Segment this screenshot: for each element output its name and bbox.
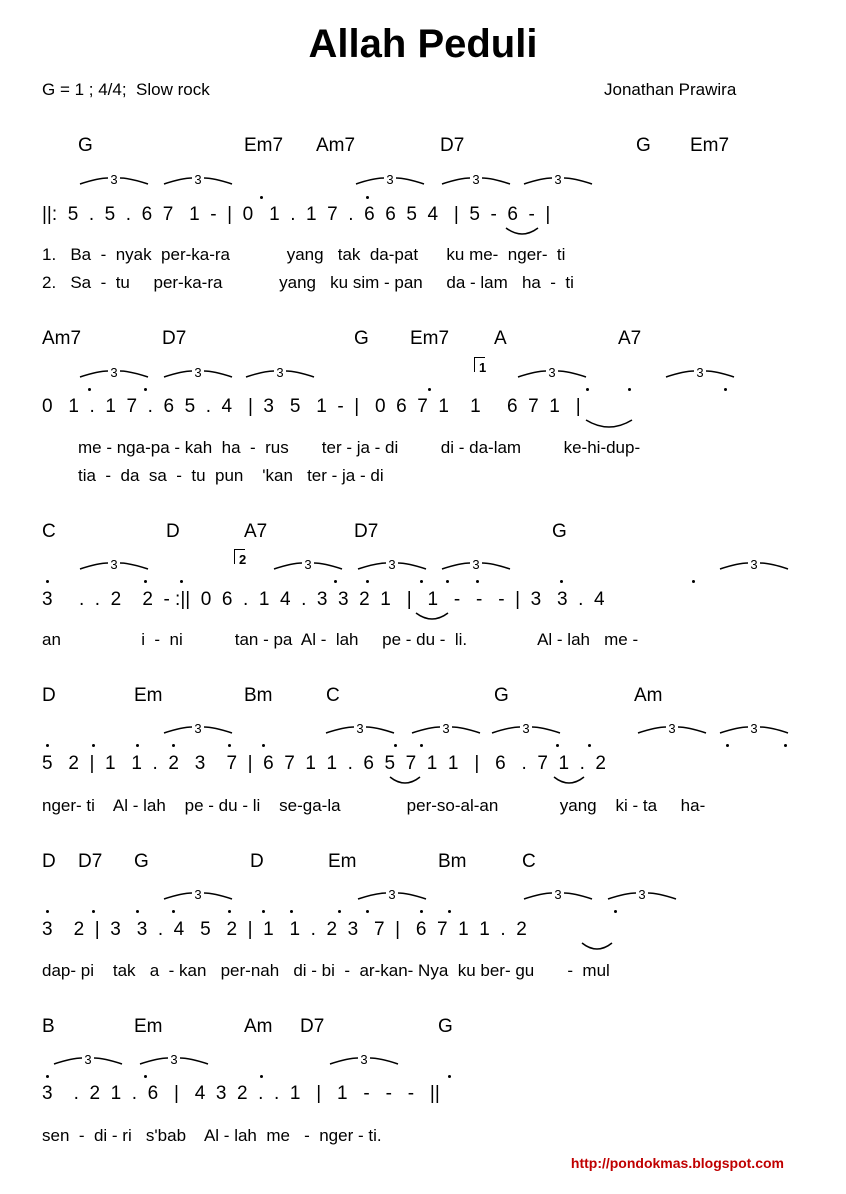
triplet-bracket	[356, 888, 428, 902]
triplet-label: 3	[750, 721, 758, 736]
lyrics: an i - ni tan - pa Al - lah pe - du - li. Al - lah me -	[42, 630, 639, 649]
tie-slur	[414, 611, 450, 623]
triplet-label: 3	[472, 557, 480, 572]
triplet-label: 3	[110, 557, 118, 572]
triplet-label: 3	[388, 557, 396, 572]
chord: B	[42, 1016, 55, 1037]
chord: Bm	[244, 685, 273, 706]
octave-dot	[46, 1075, 49, 1078]
octave-dot	[88, 388, 91, 391]
volta-number: 1	[479, 360, 487, 375]
triplet-bracket	[522, 888, 594, 902]
octave-dot	[334, 580, 337, 583]
triplet-label: 3	[668, 721, 676, 736]
triplet-bracket	[356, 558, 428, 572]
triplet-bracket	[522, 173, 594, 187]
octave-dot	[556, 744, 559, 747]
triplet-bracket	[490, 722, 562, 736]
triplet-label: 3	[472, 172, 480, 187]
tie-slur	[504, 226, 540, 238]
triplet-label: 3	[110, 365, 118, 380]
octave-dot	[228, 744, 231, 747]
octave-dot	[724, 388, 727, 391]
lyrics: nger- ti Al - lah pe - du - li se-ga-la per-so-al-an yang ki - ta ha-	[42, 796, 706, 815]
chord: Em	[134, 685, 163, 706]
tie-slur	[584, 418, 634, 430]
octave-dot	[476, 580, 479, 583]
triplet-label: 3	[386, 172, 394, 187]
octave-dot	[172, 910, 175, 913]
lyrics-verse-1: me - nga-pa - kah ha - rus ter - ja - di di - da-lam ke-hi-dup-	[78, 438, 641, 457]
chord: Am	[244, 1016, 273, 1037]
tie-slur	[388, 775, 422, 787]
octave-dot	[726, 744, 729, 747]
triplet-label: 3	[750, 557, 758, 572]
lyrics-verse-1: 1. Ba - nyak per-ka-ra yang tak da-pat ku me- nger- ti	[42, 245, 566, 264]
composer-name: Jonathan Prawira	[604, 80, 737, 99]
triplet-bracket	[354, 173, 426, 187]
octave-dot	[180, 580, 183, 583]
blog-url-link[interactable]: http://pondokmas.blogspot.com	[570, 1155, 784, 1171]
chord: Am	[634, 685, 663, 706]
chord: Em7	[244, 135, 284, 156]
triplet-bracket	[718, 722, 790, 736]
octave-dot	[290, 910, 293, 913]
chord: C	[326, 685, 340, 706]
chord: D	[166, 521, 180, 542]
octave-dot	[92, 910, 95, 913]
triplet-label: 3	[194, 172, 202, 187]
octave-dot	[588, 744, 591, 747]
chord: G	[438, 1016, 453, 1037]
octave-dot	[586, 388, 589, 391]
chord: D	[42, 851, 56, 872]
chord: Em7	[410, 328, 450, 349]
octave-dot	[228, 910, 231, 913]
triplet-bracket	[78, 558, 150, 572]
octave-dot	[628, 388, 631, 391]
chord: G	[354, 328, 369, 349]
octave-dot	[46, 580, 49, 583]
chord: D7	[440, 135, 465, 156]
triplet-bracket	[162, 366, 234, 380]
octave-dot	[46, 910, 49, 913]
chord: A7	[618, 328, 642, 349]
volta-number: 2	[239, 552, 247, 567]
lyrics: sen - di - ri s'bab Al - lah me - nger - ti.	[42, 1126, 382, 1145]
triplet-label: 3	[170, 1052, 178, 1067]
chord: D7	[78, 851, 103, 872]
chord: Em	[134, 1016, 163, 1037]
triplet-label: 3	[194, 721, 202, 736]
triplet-label: 3	[554, 887, 562, 902]
triplet-label: 3	[696, 365, 704, 380]
lyrics: dap- pi tak a - kan per-nah di - bi - ar-kan- Nya ku ber- gu - mul	[42, 961, 610, 980]
chord: G	[494, 685, 509, 706]
chord: Am7	[42, 328, 82, 349]
triplet-label: 3	[522, 721, 530, 736]
octave-dot	[784, 744, 787, 747]
triplet-bracket	[440, 558, 512, 572]
octave-dot	[366, 196, 369, 199]
chord: G	[636, 135, 651, 156]
triplet-bracket	[410, 722, 482, 736]
triplet-label: 3	[442, 721, 450, 736]
octave-dot	[420, 744, 423, 747]
chord: D	[42, 685, 56, 706]
chord: A7	[244, 521, 268, 542]
octave-dot	[262, 910, 265, 913]
triplet-label: 3	[548, 365, 556, 380]
triplet-bracket	[162, 888, 234, 902]
notation-line: ||: 5 . 5 . 6 7 1 - | 0 1 . 1 7 . 6 6 5 4 | 5 - 6 - |	[42, 204, 551, 225]
triplet-label: 3	[194, 887, 202, 902]
chord: Bm	[438, 851, 467, 872]
tie-slur	[552, 775, 586, 787]
chord: C	[42, 521, 56, 542]
triplet-bracket	[516, 366, 588, 380]
triplet-label: 3	[554, 172, 562, 187]
chord: Em	[328, 851, 357, 872]
octave-dot	[446, 580, 449, 583]
lyrics-verse-2: 2. Sa - tu per-ka-ra yang ku sim - pan da - lam ha - ti	[42, 273, 574, 292]
octave-dot	[338, 910, 341, 913]
song-title: Allah Peduli	[308, 22, 538, 66]
chord: D7	[162, 328, 187, 349]
triplet-bracket	[52, 1053, 124, 1067]
triplet-label: 3	[84, 1052, 92, 1067]
octave-dot	[420, 580, 423, 583]
octave-dot	[448, 1075, 451, 1078]
notation-line: 3 2 | 3 3 . 4 5 2 | 1 1 . 2 3 7 | 6 7 1 1 . 2	[42, 919, 527, 940]
triplet-label: 3	[388, 887, 396, 902]
octave-dot	[262, 744, 265, 747]
octave-dot	[366, 580, 369, 583]
triplet-label: 3	[638, 887, 646, 902]
octave-dot	[144, 580, 147, 583]
octave-dot	[144, 388, 147, 391]
chord: D7	[354, 521, 379, 542]
chord: G	[552, 521, 567, 542]
notation-line: 3 . . 2 2 - :|| 0 6 . 1 4 . 3 3 2 1 | 1 - - - | 3 3 . 4	[42, 589, 605, 610]
notation-line: 3 . 2 1 . 6 | 4 3 2 . . 1 | 1 - - - ||	[42, 1083, 440, 1104]
chord: G	[78, 135, 93, 156]
chord: Em7	[690, 135, 730, 156]
chord: D	[250, 851, 264, 872]
chord: A	[494, 328, 507, 349]
triplet-label: 3	[110, 172, 118, 187]
triplet-bracket	[78, 173, 150, 187]
volta-first-ending	[474, 357, 487, 375]
triplet-bracket	[78, 366, 150, 380]
octave-dot	[614, 910, 617, 913]
triplet-bracket	[162, 722, 234, 736]
triplet-label: 3	[276, 365, 284, 380]
chord: G	[134, 851, 149, 872]
octave-dot	[428, 388, 431, 391]
chord: C	[522, 851, 536, 872]
triplet-bracket	[328, 1053, 400, 1067]
triplet-bracket	[636, 722, 708, 736]
triplet-label: 3	[360, 1052, 368, 1067]
octave-dot	[172, 744, 175, 747]
octave-dot	[420, 910, 423, 913]
chord: D7	[300, 1016, 325, 1037]
triplet-bracket	[138, 1053, 210, 1067]
triplet-bracket	[718, 558, 790, 572]
notation-line: 0 1 . 1 7 . 6 5 . 4 | 3 5 1 - | 0 6 7 1 1 6 7 1 |	[42, 396, 581, 417]
octave-dot	[260, 1075, 263, 1078]
triplet-bracket	[272, 558, 344, 572]
octave-dot	[136, 744, 139, 747]
chord: Am7	[316, 135, 356, 156]
key-tempo-info: G = 1 ; 4/4; Slow rock	[42, 80, 210, 99]
triplet-bracket	[440, 173, 512, 187]
lyrics-verse-2: tia - da sa - tu pun 'kan ter - ja - di	[78, 466, 384, 485]
triplet-bracket	[244, 366, 316, 380]
volta-second-ending	[234, 549, 247, 567]
octave-dot	[260, 196, 263, 199]
triplet-bracket	[162, 173, 234, 187]
octave-dot	[692, 580, 695, 583]
triplet-label: 3	[356, 721, 364, 736]
notation-line: 5 2 | 1 1 . 2 3 7 | 6 7 1 1 . 6 5 7 1 1 | 6 . 7 1 . 2	[42, 753, 606, 774]
octave-dot	[92, 744, 95, 747]
triplet-bracket	[324, 722, 396, 736]
octave-dot	[144, 1075, 147, 1078]
triplet-bracket	[606, 888, 678, 902]
triplet-label: 3	[304, 557, 312, 572]
octave-dot	[448, 910, 451, 913]
octave-dot	[136, 910, 139, 913]
triplet-bracket	[664, 366, 736, 380]
octave-dot	[560, 580, 563, 583]
octave-dot	[46, 744, 49, 747]
tie-slur	[580, 941, 614, 953]
octave-dot	[394, 744, 397, 747]
octave-dot	[366, 910, 369, 913]
triplet-label: 3	[194, 365, 202, 380]
